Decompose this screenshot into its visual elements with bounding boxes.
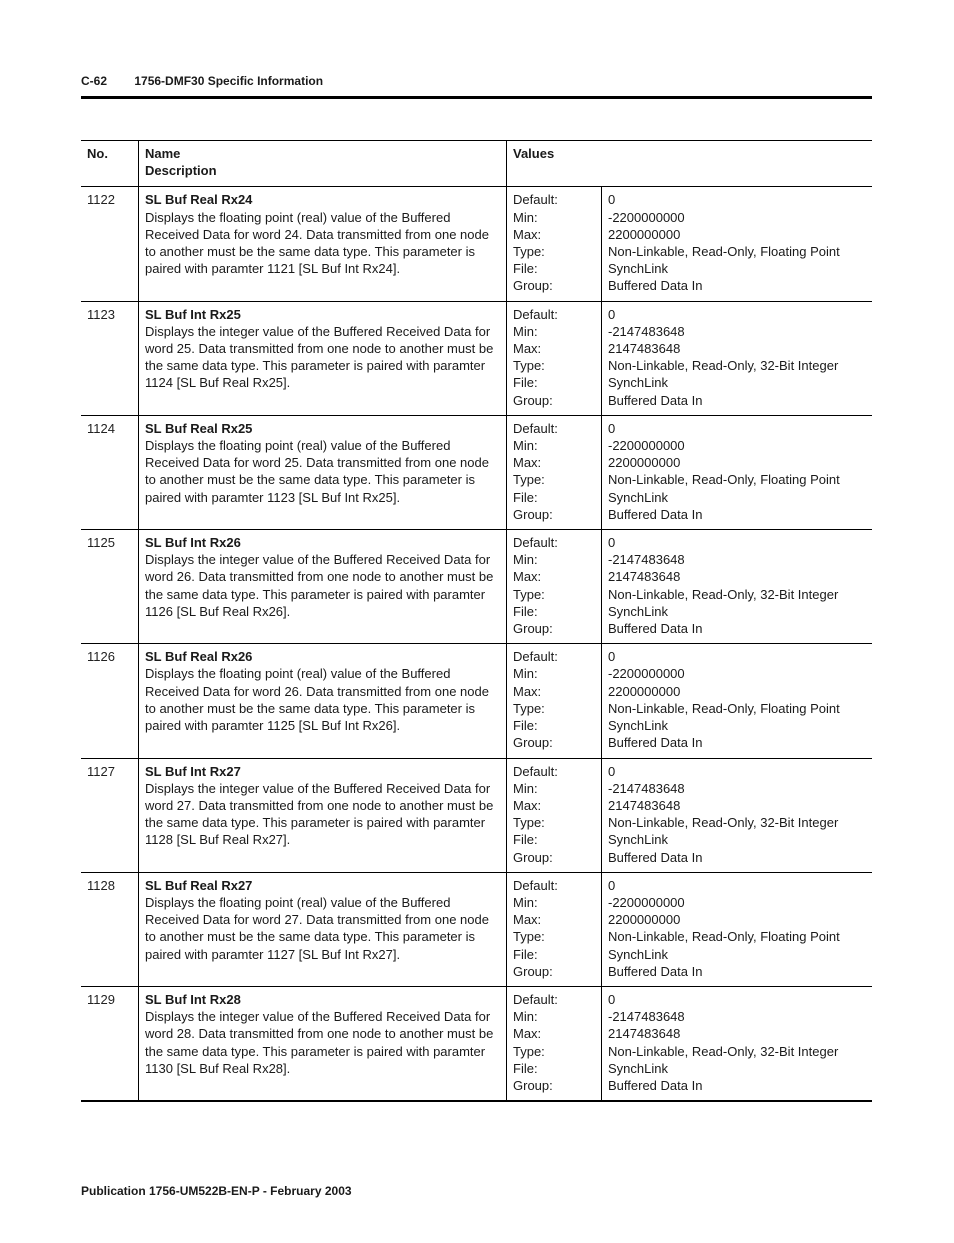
parameter-value: SynchLink — [608, 489, 668, 505]
parameter-value: Non-Linkable, Read-Only, 32-Bit Integer — [608, 586, 839, 602]
parameter-value: Buffered Data In — [608, 1077, 703, 1093]
table-row — [81, 187, 872, 301]
parameter-number: 1127 — [81, 758, 139, 872]
parameter-number: 1122 — [81, 187, 139, 301]
parameter-name-cell — [139, 986, 507, 1101]
parameter-value: Non-Linkable, Read-Only, Floating Point — [608, 472, 840, 488]
value-labels-cell — [507, 301, 602, 415]
parameter-value: Buffered Data In — [608, 621, 703, 637]
parameter-name: SL Buf Int Rx26 — [145, 535, 241, 551]
column-header-values: Values — [507, 141, 873, 187]
value-label: Max: — [513, 683, 542, 699]
parameter-value: Buffered Data In — [608, 278, 703, 294]
value-label: File: — [513, 603, 538, 619]
column-header-name-label: Name — [145, 146, 181, 161]
value-labels-cell — [507, 986, 602, 1101]
value-label: Type: — [513, 929, 545, 945]
value-label: Default: — [513, 420, 558, 436]
value-labels-cell — [507, 758, 602, 872]
table-header-row — [81, 141, 872, 187]
page-footer: Publication 1756-UM522B-EN-P - February 2003 — [81, 1184, 352, 1198]
parameter-value: Non-Linkable, Read-Only, 32-Bit Integer — [608, 358, 839, 374]
value-label: Max: — [513, 226, 542, 242]
value-labels-cell — [507, 415, 602, 529]
values-cell — [602, 187, 873, 301]
parameter-description: Displays the integer value of the Buffered Received Data for word 25. Data transmitted from one node to another must be the same data type. This parameter is paired with paramter 1124 [SL Buf Real Rx25]. — [145, 323, 494, 391]
parameter-value: -2200000000 — [608, 894, 685, 910]
parameter-name: SL Buf Real Rx26 — [145, 649, 253, 665]
value-label: Type: — [513, 472, 545, 488]
value-label: Max: — [513, 341, 542, 357]
parameter-value: 2200000000 — [608, 455, 681, 471]
parameter-name-cell — [139, 758, 507, 872]
values-cell — [602, 872, 873, 986]
parameter-value: SynchLink — [608, 261, 668, 277]
value-labels-cell — [507, 187, 602, 301]
parameter-number: 1129 — [81, 986, 139, 1101]
parameter-value: 0 — [608, 192, 616, 208]
parameter-description: Displays the integer value of the Buffered Received Data for word 28. Data transmitted from one node to another must be the same data type. This parameter is paired with paramter 1130 [SL Buf Real Rx28]. — [145, 1009, 494, 1076]
value-label: Type: — [513, 358, 545, 374]
table-row — [81, 872, 872, 986]
parameter-value: Buffered Data In — [608, 392, 703, 408]
parameter-value: 0 — [608, 763, 616, 779]
parameter-value: 0 — [608, 877, 616, 893]
table-row — [81, 644, 872, 758]
parameter-value: 0 — [608, 306, 616, 322]
parameter-value: SynchLink — [608, 832, 668, 848]
parameter-number: 1125 — [81, 530, 139, 644]
page-header — [81, 74, 323, 88]
values-cell — [602, 530, 873, 644]
values-cell — [602, 758, 873, 872]
parameter-value: Buffered Data In — [608, 963, 703, 979]
value-label: Max: — [513, 455, 542, 471]
parameter-name-cell — [139, 187, 507, 301]
parameter-description: Displays the floating point (real) value of the Buffered Received Data for word 25. Data transmitted from one node to another must be the same data type. This parameter is paired with paramter 1123 [SL Buf Int Rx25]. — [145, 438, 489, 505]
value-label: Type: — [513, 586, 545, 602]
parameter-name: SL Buf Real Rx25 — [145, 420, 253, 436]
value-label: Default: — [513, 763, 558, 779]
value-label: File: — [513, 718, 538, 734]
value-label: Group: — [513, 735, 553, 751]
parameter-value: SynchLink — [608, 603, 668, 619]
value-label: Min: — [513, 209, 538, 225]
parameter-value: 2200000000 — [608, 683, 681, 699]
value-label: Type: — [513, 244, 545, 260]
values-cell — [602, 644, 873, 758]
value-label: Default: — [513, 991, 558, 1007]
parameter-description: Displays the floating point (real) value of the Buffered Received Data for word 27. Data transmitted from one node to another must be the same data type. This parameter is paired with paramter 1127 [SL Buf Int Rx27]. — [145, 894, 489, 962]
value-label: Max: — [513, 797, 542, 813]
parameter-number: 1124 — [81, 415, 139, 529]
value-label: Group: — [513, 849, 553, 865]
parameter-table — [81, 140, 872, 1102]
column-header-no: No. — [81, 141, 139, 187]
parameter-value: Non-Linkable, Read-Only, 32-Bit Integer — [608, 1043, 839, 1059]
value-label: Min: — [513, 438, 538, 454]
parameter-value: Buffered Data In — [608, 849, 703, 865]
table-header — [81, 141, 872, 187]
parameter-description: Displays the floating point (real) value of the Buffered Received Data for word 24. Data transmitted from one node to another must be the same data type. This parameter is paired with paramter 1121 [SL Buf Int Rx24]. — [145, 209, 489, 277]
value-label: Max: — [513, 912, 542, 928]
parameter-name: SL Buf Real Rx27 — [145, 877, 253, 893]
parameter-description: Displays the integer value of the Buffered Received Data for word 26. Data transmitted from one node to another must be the same data type. This parameter is paired with paramter 1126 [SL Buf Real Rx26]. — [145, 552, 494, 619]
parameter-description: Displays the integer value of the Buffered Received Data for word 27. Data transmitted from one node to another must be the same data type. This parameter is paired with paramter 1128 [SL Buf Real Rx27]. — [145, 780, 494, 848]
values-cell — [602, 986, 873, 1101]
parameter-number: 1123 — [81, 301, 139, 415]
table-row — [81, 758, 872, 872]
parameter-value: Non-Linkable, Read-Only, Floating Point — [608, 929, 840, 945]
value-label: Group: — [513, 506, 553, 522]
parameter-value: 0 — [608, 420, 616, 436]
value-labels-cell — [507, 872, 602, 986]
parameter-value: 2147483648 — [608, 569, 681, 585]
value-label: File: — [513, 832, 538, 848]
parameter-value: SynchLink — [608, 946, 668, 962]
parameter-value: -2147483648 — [608, 552, 685, 568]
page-number: C-62 — [81, 74, 108, 88]
table-row — [81, 986, 872, 1101]
table-row — [81, 530, 872, 644]
values-cell — [602, 415, 873, 529]
parameter-value: Buffered Data In — [608, 506, 703, 522]
column-header-description-label: Description — [145, 163, 217, 179]
value-label: File: — [513, 375, 538, 391]
value-label: Default: — [513, 192, 558, 208]
value-label: Group: — [513, 392, 553, 408]
values-cell — [602, 301, 873, 415]
parameter-value: Buffered Data In — [608, 735, 703, 751]
value-label: Min: — [513, 666, 538, 682]
parameter-value: SynchLink — [608, 375, 668, 391]
parameter-name-cell — [139, 644, 507, 758]
section-title: 1756-DMF30 Specific Information — [134, 74, 324, 88]
parameter-value: 2147483648 — [608, 341, 681, 357]
value-label: Default: — [513, 535, 558, 551]
value-label: Default: — [513, 649, 558, 665]
table-body — [81, 187, 872, 1101]
parameter-value: 0 — [608, 991, 616, 1007]
value-label: Group: — [513, 963, 553, 979]
parameter-name: SL Buf Int Rx27 — [145, 763, 241, 779]
parameter-number: 1126 — [81, 644, 139, 758]
table-row — [81, 415, 872, 529]
parameter-value: -2200000000 — [608, 209, 685, 225]
value-label: File: — [513, 946, 538, 962]
column-header-name — [139, 141, 507, 187]
parameter-value: 0 — [608, 649, 616, 665]
parameter-value: 2200000000 — [608, 912, 681, 928]
parameter-value: Non-Linkable, Read-Only, Floating Point — [608, 700, 840, 716]
value-label: File: — [513, 261, 538, 277]
value-label: Max: — [513, 1026, 542, 1042]
parameter-value: -2147483648 — [608, 780, 685, 796]
value-label: Group: — [513, 278, 553, 294]
parameter-value: 2147483648 — [608, 797, 681, 813]
value-label: Default: — [513, 306, 558, 322]
parameter-name: SL Buf Real Rx24 — [145, 192, 253, 208]
parameter-description: Displays the floating point (real) value of the Buffered Received Data for word 26. Data transmitted from one node to another must be the same data type. This parameter is paired with paramter 1125 [SL Buf Int Rx26]. — [145, 666, 489, 734]
value-label: File: — [513, 1060, 538, 1076]
value-label: Min: — [513, 1009, 538, 1025]
parameter-value: 0 — [608, 535, 616, 551]
value-label: Max: — [513, 569, 542, 585]
parameter-name-cell — [139, 415, 507, 529]
parameter-value: 2147483648 — [608, 1026, 681, 1042]
value-label: Group: — [513, 1077, 553, 1093]
parameter-value: 2200000000 — [608, 226, 681, 242]
parameter-name-cell — [139, 872, 507, 986]
value-label: Default: — [513, 877, 558, 893]
value-label: Group: — [513, 621, 553, 637]
value-label: File: — [513, 489, 538, 505]
value-label: Min: — [513, 323, 538, 339]
header-rule — [81, 96, 872, 99]
value-label: Min: — [513, 552, 538, 568]
parameter-name-cell — [139, 530, 507, 644]
parameter-value: SynchLink — [608, 1060, 668, 1076]
value-label: Min: — [513, 780, 538, 796]
parameter-name: SL Buf Int Rx25 — [145, 306, 241, 322]
value-labels-cell — [507, 530, 602, 644]
parameter-value: SynchLink — [608, 718, 668, 734]
value-labels-cell — [507, 644, 602, 758]
value-label: Type: — [513, 700, 545, 716]
parameter-value: Non-Linkable, Read-Only, 32-Bit Integer — [608, 815, 839, 831]
parameter-value: -2147483648 — [608, 1009, 685, 1025]
parameter-value: Non-Linkable, Read-Only, Floating Point — [608, 244, 840, 260]
parameter-name-cell — [139, 301, 507, 415]
parameter-name: SL Buf Int Rx28 — [145, 991, 241, 1007]
parameter-value: -2200000000 — [608, 438, 685, 454]
value-label: Type: — [513, 1043, 545, 1059]
parameter-value: -2147483648 — [608, 323, 685, 339]
table-row — [81, 301, 872, 415]
parameter-value: -2200000000 — [608, 666, 685, 682]
parameter-number: 1128 — [81, 872, 139, 986]
value-label: Min: — [513, 894, 538, 910]
value-label: Type: — [513, 815, 545, 831]
